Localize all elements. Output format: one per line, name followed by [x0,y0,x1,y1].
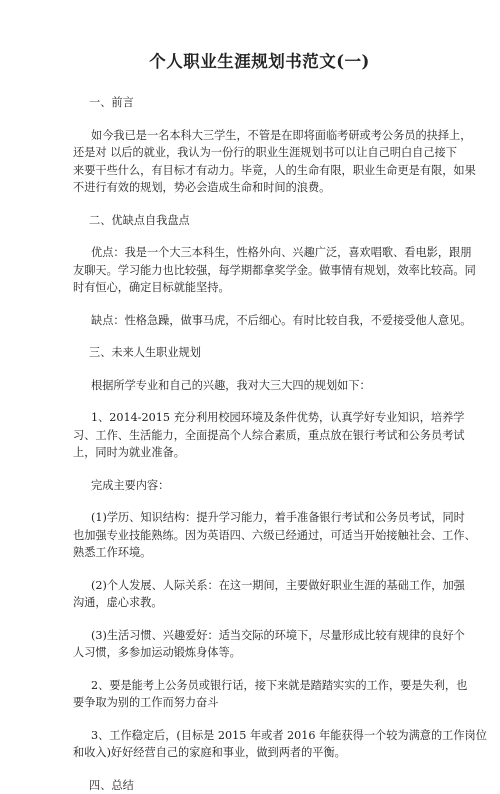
paragraph-line: (2)个人发展、人际关系：在这一期间，主要做好职业生涯的基础工作，加强 [73,577,438,595]
paragraph-line: (3)生活习惯、兴趣爱好：适当交际的环境下，尽量形成比较有规律的良好个 [73,627,438,645]
document-title: 个人职业生涯规划书范文(一) [73,48,438,72]
paragraph-line: 时有恒心，确定目标就能坚持。 [73,279,438,297]
paragraph [73,677,438,712]
paragraph [73,127,438,197]
paragraph-line: 来要干些什么，有目标才有动力。毕竟，人的生命有限，职业生命更是有限，如果 [73,162,438,180]
paragraph-line: 人习惯，多参加运动锻炼身体等。 [73,644,438,662]
paragraph-line: 上，同时为就业准备。 [73,444,438,462]
paragraph-line: 完成主要内容： [73,477,438,495]
paragraph [73,312,438,330]
paragraph [73,577,438,612]
paragraph-line: 和收入)好好经营自己的家庭和事业，做到两者的平衡。 [73,744,438,762]
section-heading: 四、总结 [89,777,438,794]
paragraph-line: 还是对 以后的就业，我认为一份行的职业生涯规划书可以让自己明白自己接下 [73,144,438,162]
section-heading: 二、优缺点自我盘点 [89,212,438,230]
paragraph-line: 友聊天。学习能力也比较强，每学期都拿奖学金。做事情有规划，效率比较高。同 [73,262,438,280]
paragraph [73,377,438,395]
paragraph-line: 熟悉工作环境。 [73,544,438,562]
paragraph-line: 缺点：性格急躁，做事马虎，不后细心。有时比较自我，不爱接受他人意见。 [73,312,438,330]
paragraph-line: 优点：我是一个大三本科生，性格外向、兴趣广泛，喜欢唱歌、看电影，跟朋 [73,244,438,262]
paragraph-line: 要争取为别的工作而努力奋斗 [73,694,438,712]
paragraph [73,627,438,662]
paragraph-line: 1、2014-2015 充分利用校园环境及条件优势，认真学好专业知识，培养学 [73,409,438,427]
document-body [73,94,438,794]
paragraph-line: 沟通，虚心求教。 [73,594,438,612]
paragraph-line: (1)学历、知识结构：提升学习能力，着手准备银行考试和公务员考试，同时 [73,509,438,527]
paragraph-line: 也加强专业技能熟练。因为英语四、六级已经通过，可适当开始接触社会、工作、 [73,527,438,545]
paragraph-line: 3、工作稳定后，(目标是 2015 年或者 2016 年能获得一个较为满意的工作岗位 [73,727,438,745]
paragraph [73,509,438,562]
paragraph [73,409,438,462]
paragraph-line: 如今我已是一名本科大三学生，不管是在即将面临考研或考公务员的抉择上， [73,127,438,145]
paragraph [73,727,438,762]
paragraph-line: 2、要是能考上公务员或银行话，接下来就是踏踏实实的工作，要是失利，也 [73,677,438,695]
section-heading: 三、未来人生职业规划 [89,344,438,362]
paragraph [73,244,438,297]
paragraph-line: 根据所学专业和自己的兴趣，我对大三大四的规划如下： [73,377,438,395]
paragraph-line: 不进行有效的规划，势必会造成生命和时间的浪费。 [73,179,438,197]
paragraph [73,477,438,495]
section-heading: 一、前言 [89,94,438,112]
paragraph-line: 习、工作、生活能力，全面提高个人综合素质，重点放在银行考试和公务员考试 [73,427,438,445]
